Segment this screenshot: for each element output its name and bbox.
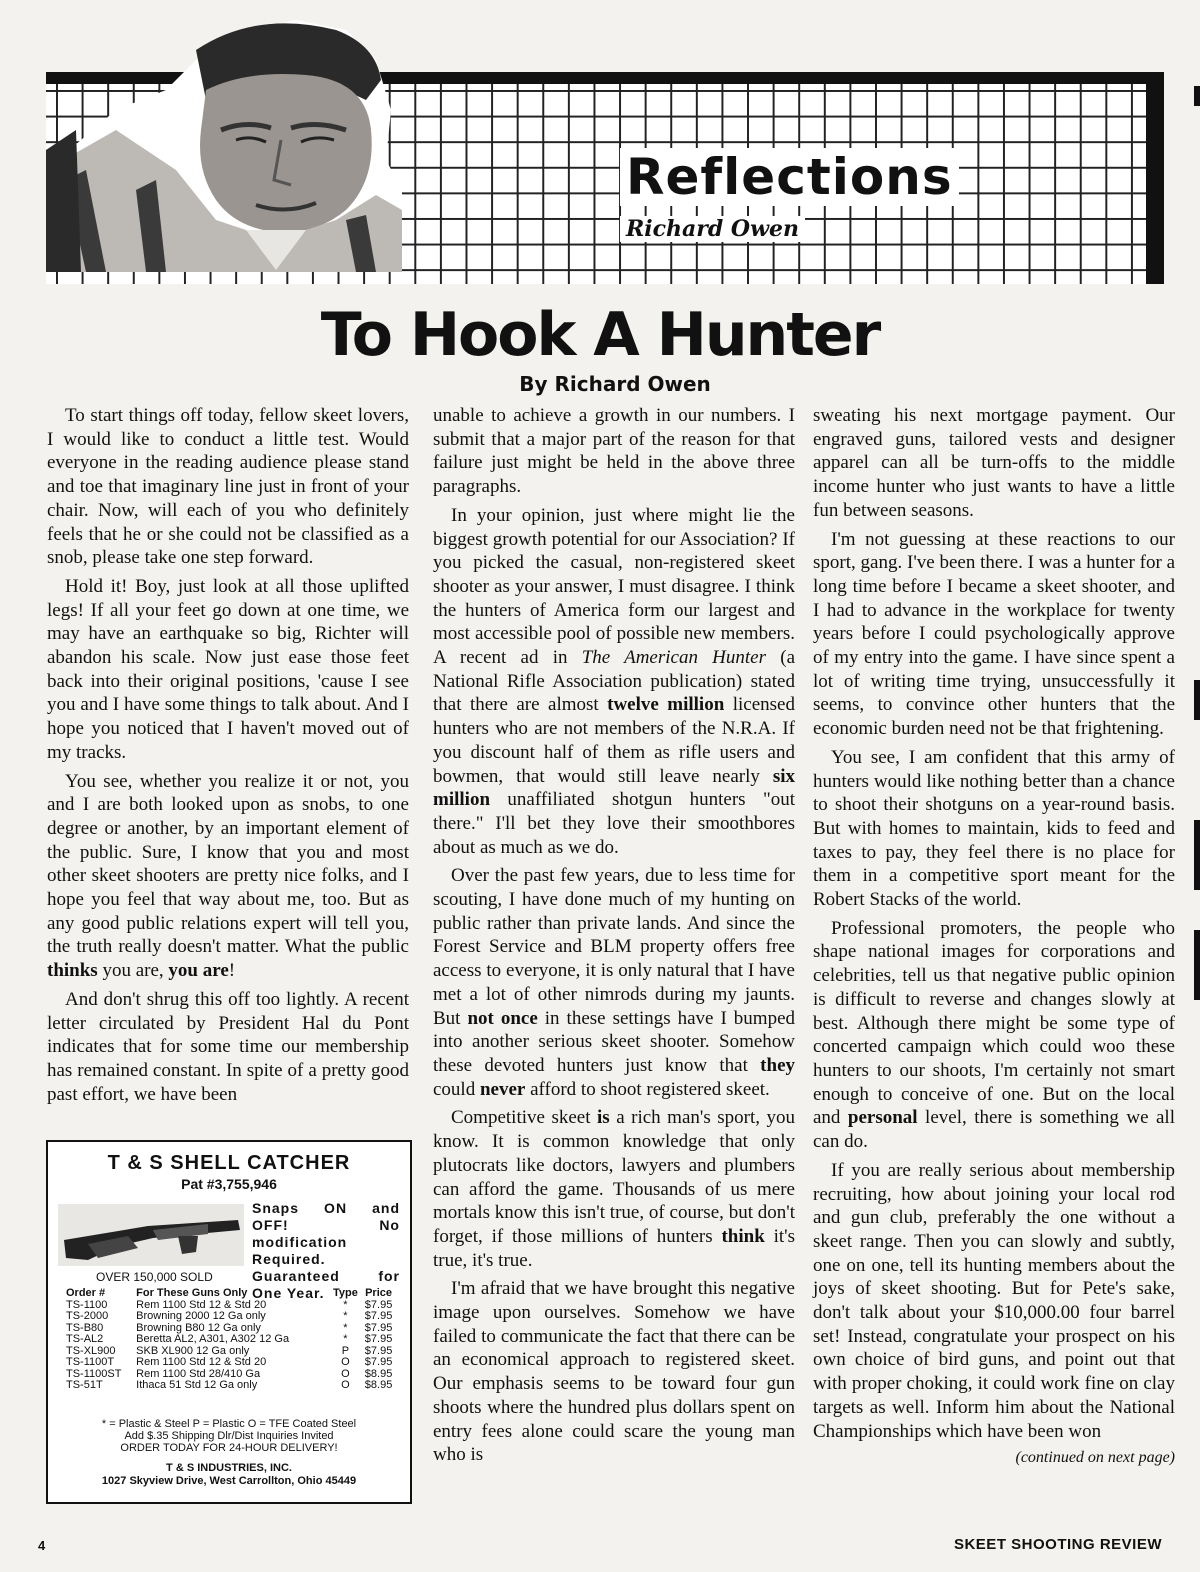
column-header: Price bbox=[365, 1287, 393, 1299]
emphasis: personal bbox=[847, 1107, 918, 1129]
table-row: TS-B80 Browning B80 12 Ga only * $7.95 bbox=[66, 1321, 393, 1334]
article-column-2 bbox=[433, 404, 795, 1472]
ad-company-address: 1027 Skyview Drive, West Carrollton, Ohio 45449 bbox=[101, 1475, 357, 1487]
table-row: TS-2000 Browning 2000 12 Ga only * $7.95 bbox=[66, 1310, 393, 1322]
publication-title: The American Hunter bbox=[581, 647, 767, 669]
article-column-1 bbox=[47, 404, 409, 1111]
table-row: TS-51T Ithaca 51 Std 12 Ga only O $8.95 bbox=[66, 1379, 393, 1391]
emphasis: you are bbox=[168, 960, 229, 982]
column-header: Order # bbox=[66, 1287, 106, 1299]
ad-company-name: T & S INDUSTRIES, INC. bbox=[166, 1462, 292, 1474]
paragraph: If you are really serious about membership recruiting, how about joining your local rod and gun club, preferably the one without a skeet range. Then you can slowly and subtly, one on one, tell its hunting members about the joys of skeet shooting. But for Pete's sake, don't talk about your $10,000.00 four barrel set! Instead, congratulate your prospect on his own choice of bird guns, and point out that with proper choking, it could work fine on clay targets as well. Inform him about the National Championships which have been won bbox=[813, 1159, 1175, 1442]
article-byline: By Richard Owen bbox=[519, 372, 711, 396]
ad-patent: Pat #3,755,946 bbox=[181, 1176, 277, 1192]
continued-note: (continued on next page) bbox=[1015, 1449, 1175, 1467]
emphasis: thinks bbox=[47, 960, 98, 982]
emphasis: twelve million bbox=[607, 694, 725, 716]
header-edge-bar bbox=[1146, 84, 1164, 284]
table-row: TS-1100ST Rem 1100 Std 28/410 Ga O $8.95 bbox=[66, 1367, 393, 1380]
paragraph: You see, I am confident that this army of hunters would like nothing better than a chance to shoot their shotguns on a year-round basis. But with homes to maintain, kids to feed and taxes to pay, they feel there is no place for them in a competitive sport meant for the Robert Stacks of the world. bbox=[813, 746, 1175, 911]
page-number: 4 bbox=[38, 1538, 46, 1553]
ad-fine-print bbox=[56, 1418, 402, 1454]
paragraph: Competitive skeet is a rich man's sport, you know. It is common knowledge that only plutocrats like doctors, lawyers and plumbers can afford the game. Thousands of us mere mortals know this isn't true, of course, but don't forget, if those millions of hunters think it's true, it's true. bbox=[433, 1107, 795, 1271]
ad-legend: * = Plastic & Steel P = Plastic O = TFE Coated Steel bbox=[101, 1418, 357, 1430]
emphasis: six million bbox=[433, 765, 795, 811]
emphasis: is bbox=[597, 1107, 610, 1129]
paragraph: Over the past few years, due to less time for scouting, I have done much of my hunting on public rather than private lands. And since the Forest Service and BLM property offers free access to everyone, it is only natural that I have met a lot of other nimrods during my jaunts. But not once in these settings have I bumped into another serious skeet shooter. Somehow these devoted hunters just know that they could never afford to shoot registered skeet. bbox=[433, 865, 796, 1100]
ad-title: T & S SHELL CATCHER bbox=[107, 1152, 351, 1174]
paragraph: I'm afraid that we have brought this negative image upon ourselves. Somehow we have failed to communicate the fact that there can be an economical approach to registered skeet. Our emphasis seems to be toward four gun shoots where the hundred plus dollars spent on entry fees alone could scare the young man who is bbox=[433, 1278, 795, 1466]
paragraph: You see, whether you realize it or not, you and I are both looked upon as snobs, to one degree or another, by an important element of the public. Sure, I know that you and most other skeet shooters are pretty nice folks, and I hope you feel that way about me, too. But as any good public relations expert will tell you, the truth really doesn't matter. What the public thinks you are, you are! bbox=[47, 770, 409, 982]
paragraph: In your opinion, just where might lie the biggest growth potential for our Association? If you picked the casual, non-registered skeet shooter as your answer, I must disagree. I think the hunters of America form our largest and most accessible pool of possible new members. A recent ad in The American Hunter (a National Rifle Association publication) stated that there are almost twelve million licensed hunters who are not members of the N.R.A. If you discount half of them as rifle users and bowmen, that would still leave nearly six million unaffiliated shotgun hunters "out there." I'll bet they love their smoothbores about as much as we do. bbox=[433, 504, 796, 858]
ad-sold-count: OVER 150,000 SOLD bbox=[96, 1270, 213, 1284]
scan-edge-mark bbox=[1194, 680, 1200, 720]
scan-edge-mark bbox=[1194, 930, 1200, 1000]
ad-order-line: ORDER TODAY FOR 24-HOUR DELIVERY! bbox=[120, 1442, 338, 1454]
article-column-3 bbox=[813, 404, 1175, 1470]
ad-shipping: Add $.35 Shipping Dlr/Dist Inquiries Invited bbox=[124, 1430, 334, 1442]
ad-price-table bbox=[66, 1288, 396, 1392]
magazine-name: SKEET SHOOTING REVIEW bbox=[953, 1536, 1162, 1553]
column-header: For These Guns Only bbox=[136, 1287, 248, 1299]
author-photo bbox=[46, 20, 402, 272]
table-row: TS-1100 Rem 1100 Std 12 & Std 20 * $7.95 bbox=[66, 1298, 393, 1311]
paragraph: sweating his next mortgage payment. Our engraved guns, tailored vests and designer apparel can all be turn-offs to the middle income hunter who just wants to have a little fun between seasons. bbox=[813, 405, 1175, 521]
ad-company bbox=[48, 1462, 410, 1488]
table-row: TS-AL2 Beretta AL2, A301, A302 12 Ga * $7.95 bbox=[66, 1333, 393, 1345]
column-header: Type bbox=[332, 1287, 358, 1299]
emphasis: not once bbox=[467, 1007, 538, 1029]
emphasis: they bbox=[760, 1054, 795, 1076]
table-header-row bbox=[66, 1288, 396, 1300]
shotgun-image bbox=[58, 1200, 244, 1275]
scan-edge-mark bbox=[1194, 86, 1200, 106]
table-row: TS-XL900 SKB XL900 12 Ga only P $7.95 bbox=[66, 1344, 393, 1357]
column-title: Reflections bbox=[620, 148, 959, 206]
scan-edge-mark bbox=[1194, 820, 1200, 890]
emphasis: never bbox=[479, 1078, 526, 1100]
article-headline: To Hook A Hunter bbox=[320, 300, 880, 370]
emphasis: think bbox=[721, 1225, 765, 1247]
ad-blurb: Snaps ON and OFF! No modification Required. Guaranteed for One Year. bbox=[252, 1200, 400, 1301]
table-row: TS-1100T Rem 1100 Std 12 & Std 20 O $7.95 bbox=[66, 1356, 393, 1368]
paragraph: Professional promoters, the people who shape national images for corporations and celebrities, tell us that negative public opinion is difficult to reverse and changes slowly at best. Although there might be some type of concerted campaign which could woo these hunters to our shoots, I'm certainly not smart enough to conceive of one. But on the local and personal level, there is something we all can do. bbox=[813, 917, 1175, 1153]
paragraph: And don't shrug this off too lightly. A recent letter circulated by President Hal du Pont indicates that for some time our membership has remained constant. In spite of a pretty good past effort, we have been bbox=[47, 988, 409, 1105]
paragraph: Hold it! Boy, just look at all those uplifted legs! If all your feet go down at one time, we may have an earthquake so big, Richter will abandon his scale. Now just ease those feet back into their original positions, 'cause I see you and I have some things to talk about. And I hope you noticed that I haven't moved out of my tracks. bbox=[47, 575, 409, 763]
shell-catcher-ad bbox=[46, 1140, 412, 1504]
paragraph: unable to achieve a growth in our numbers. I submit that a major part of the reason for that failure just might be held in the above three paragraphs. bbox=[433, 405, 795, 498]
paragraph: To start things off today, fellow skeet lovers, I would like to conduct a little test. Would everyone in the reading audience please stand and toe that imaginary line just in front of your chair. Now, will each of you who definitely feels that he or she could not be classified as a snob, please take one step forward. bbox=[47, 405, 409, 569]
column-author-signature: Richard Owen bbox=[620, 216, 805, 242]
paragraph: I'm not guessing at these reactions to our sport, gang. I've been there. I was a hunter for a long time before I became a skeet shooter, and I had to advance in the workplace for twenty years before I could psychologically approve of my entry into the game. I have since spent a lot of writing time trying, unsuccessfully it seems, to convince other hunters that the economic burden need not be that frightening. bbox=[813, 528, 1175, 740]
